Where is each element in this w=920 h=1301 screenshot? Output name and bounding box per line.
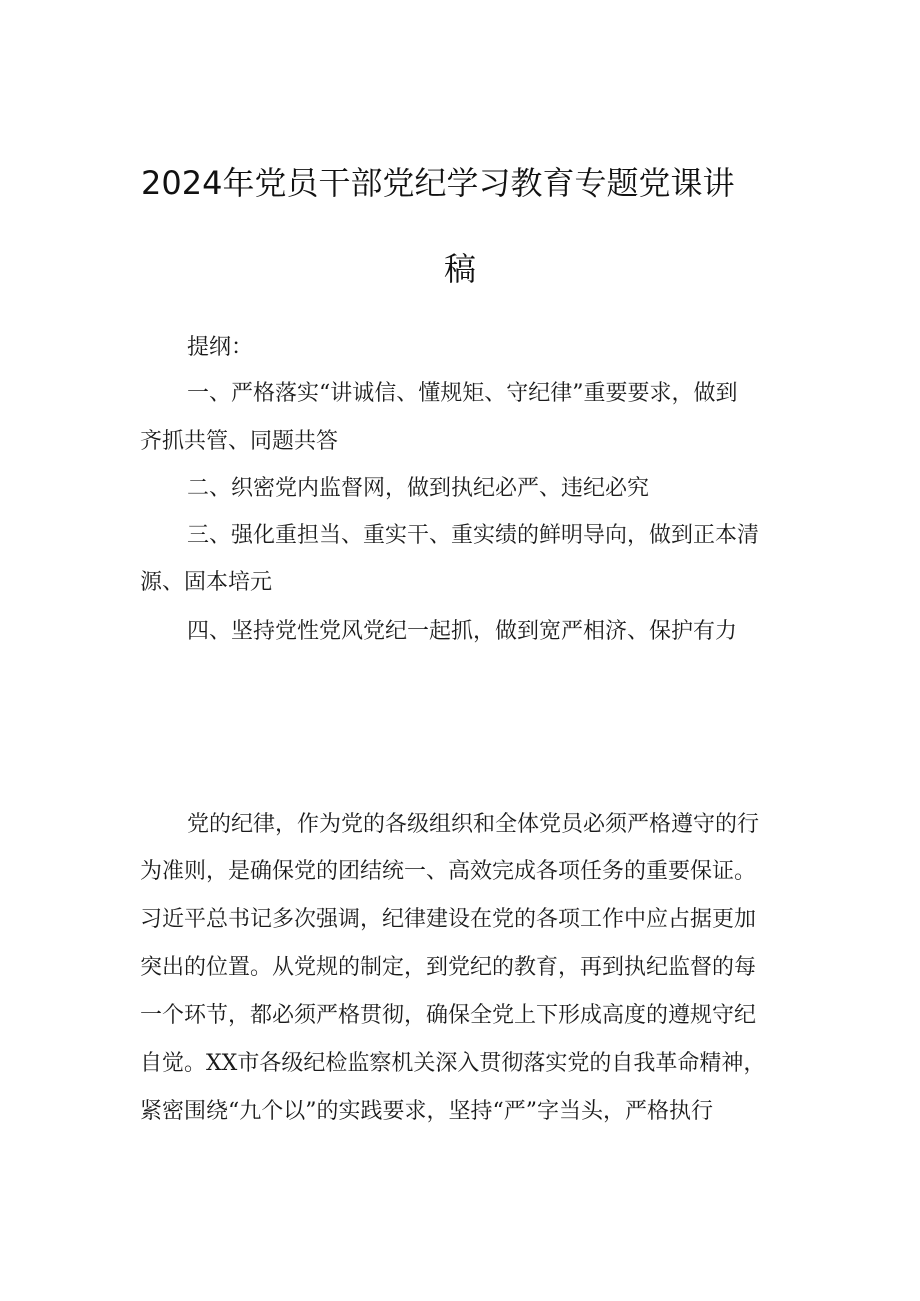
body-line-3: 习近平总书记多次强调，纪律建设在党的各项工作中应占据更加 (140, 907, 757, 932)
document-title-line2: 稿 (443, 250, 476, 288)
outline-item-3-line2: 源、固本培元 (140, 570, 273, 595)
body-line-1: 党的纪律，作为党的各级组织和全体党员必须严格遵守的行 (187, 812, 760, 837)
body-line-2: 为准则，是确保党的团结统一、高效完成各项任务的重要保证。 (140, 859, 757, 884)
body-line-4: 突出的位置。从党规的制定，到党纪的教育，再到执纪监督的每 (140, 955, 757, 980)
body-line-6: 自觉。XX市各级纪检监察机关深入贯彻落实党的自我革命精神， (140, 1051, 766, 1076)
outline-item-2: 二、织密党内监督网，做到执纪必严、违纪必究 (187, 476, 650, 501)
body-line-5: 一个环节，都必须严格贯彻，确保全党上下形成高度的遵规守纪 (140, 1003, 757, 1028)
body-line-7: 紧密围绕“九个以”的实践要求，坚持“严”字当头，严格执行 (140, 1099, 713, 1124)
outline-item-3-line1: 三、强化重担当、重实干、重实绩的鲜明导向，做到正本清 (187, 523, 760, 548)
document-title-line1: 2024年党员干部党纪学习教育专题党课讲 (141, 164, 735, 202)
outline-heading: 提纲： (187, 335, 254, 360)
outline-item-1-line1: 一、严格落实“讲诚信、懂规矩、守纪律”重要要求，做到 (187, 381, 738, 406)
outline-item-1-line2: 齐抓共管、同题共答 (140, 429, 339, 454)
outline-item-4: 四、坚持党性党风党纪一起抓，做到宽严相济、保护有力 (187, 619, 738, 644)
